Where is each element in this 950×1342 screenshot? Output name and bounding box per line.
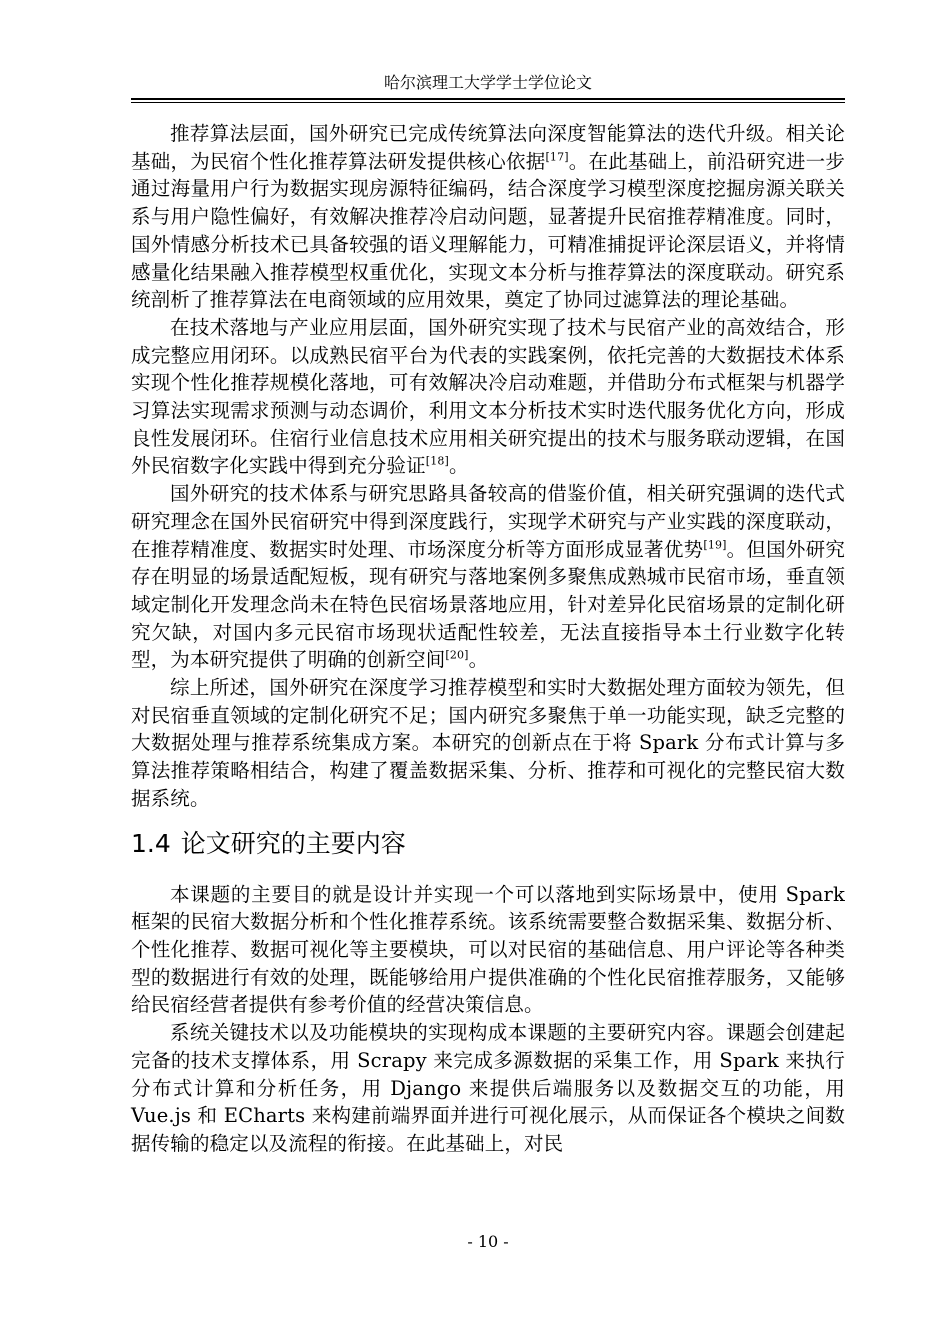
paragraph-1 [131,120,845,314]
paragraph-text: 。但国外研究存在明显的场景适配短板，现有研究与落地案例多聚焦成熟城市民宿市场，垂直领域定制化开发理念尚未在特色民宿场景落地应用，针对差异化民宿场景的定制化研究欠缺，对国内多元民宿市场现状适配性较差，无法直接指导本土行业数字化转型，为本研究提供了明确的创新空间 [131,537,845,672]
running-header: 哈尔滨理工大学学士学位论文 [383,73,592,92]
paragraph-text: 国外研究的技术体系与研究思路具备较高的借鉴价值，相关研究强调的迭代式研究理念在国外民宿研究中得到深度践行，实现学术研究与产业实践的深度联动，在推荐精准度、数据实时处理、市场深度分析等方面形成显著优势 [131,482,845,561]
paragraph-text: 。在此基础上，前沿研究进一步通过海量用户行为数据实现房源特征编码，结合深度学习模型深度挖掘房源关联关系与用户隐性偏好，有效解决推荐冷启动问题，显著提升民宿推荐精准度。同时，国外情感分析技术已具备较强的语义理解能力，可精准捕捉评论深层语义，并将情感量化结果融入推荐模型权重优化，实现文本分析与推荐算法的深度联动。研究系统剖析了推荐算法在电商领域的应用效果，奠定了协同过滤算法的理论基础。 [131,149,845,312]
page-number: - 10 - [467,1232,509,1251]
section-heading [131,827,845,861]
header-rule-thin [131,102,845,103]
citation: [19] [703,538,727,552]
section-title: 论文研究的主要内容 [180,828,406,858]
section-number: 1.4 [131,828,171,858]
citation: [20] [445,648,469,662]
paragraph-text: 在技术落地与产业应用层面，国外研究实现了技术与民宿产业的高效结合，形成完整应用闭环。以成熟民宿平台为代表的实践案例，依托完善的大数据技术体系实现个性化推荐规模化落地，可有效解决冷启动难题，并借助分布式框架与机器学习算法实现需求预测与动态调价，利用文本分析技术实时迭代服务优化方向，形成良性发展闭环。住宿行业信息技术应用相关研究提出的技术与服务联动逻辑，在国外民宿数字化实践中得到充分验证 [131,315,845,478]
paragraph-2 [131,314,845,480]
paragraph-text: 。 [468,648,489,672]
paragraph-text: 本课题的主要目的就是设计并实现一个可以落地到实际场景中，使用 Spark 框架的民宿大数据分析和个性化推荐系统。该系统需要整合数据采集、数据分析、个性化推荐、数据可视化等主要模块，可以对民宿的基础信息、用户评论等各种类型的数据进行有效的处理，既能够给用户提供准确的个性化民宿推荐服务，又能够给民宿经营者提供有参考价值的经营决策信息。 [131,882,845,1017]
section-paragraph-2 [131,1019,845,1158]
header-rule [131,98,845,100]
paragraph-text: 推荐算法层面，国外研究已完成传统算法向深度智能算法的迭代升级。相关论基础，为民宿个性化推荐算法研发提供核心依据 [131,122,845,173]
paragraph-4 [131,674,845,813]
paragraph-text: 。 [448,454,469,478]
paragraph-text: 综上所述，国外研究在深度学习推荐模型和实时大数据处理方面较为领先，但对民宿垂直领域的定制化研究不足；国内研究多聚焦于单一功能实现，缺乏完整的大数据处理与推荐系统集成方案。本研究的创新点在于将 Spark 分布式计算与多算法推荐策略相结合，构建了覆盖数据采集、分析、推荐和可视化的完整民宿大数据系统。 [131,676,845,810]
citation: [18] [425,454,449,468]
section-paragraph-1 [131,881,845,1020]
paragraph-text: 系统关键技术以及功能模块的实现构成本课题的主要研究内容。课题会创建起完备的技术支撑体系，用 Scrapy 来完成多源数据的采集工作，用 Spark 来执行分布式计算和分析任务，用 Django 来提供后端服务以及数据交互的功能，用 Vue.js 和 ECharts 来构建前端界面并进行可视化展示，从而保证各个模块之间数据传输的稳定以及流程的衔接。在此基础上，对民 [131,1021,845,1155]
citation: [17] [545,150,569,164]
body-text [131,120,845,1158]
paragraph-3 [131,480,845,674]
